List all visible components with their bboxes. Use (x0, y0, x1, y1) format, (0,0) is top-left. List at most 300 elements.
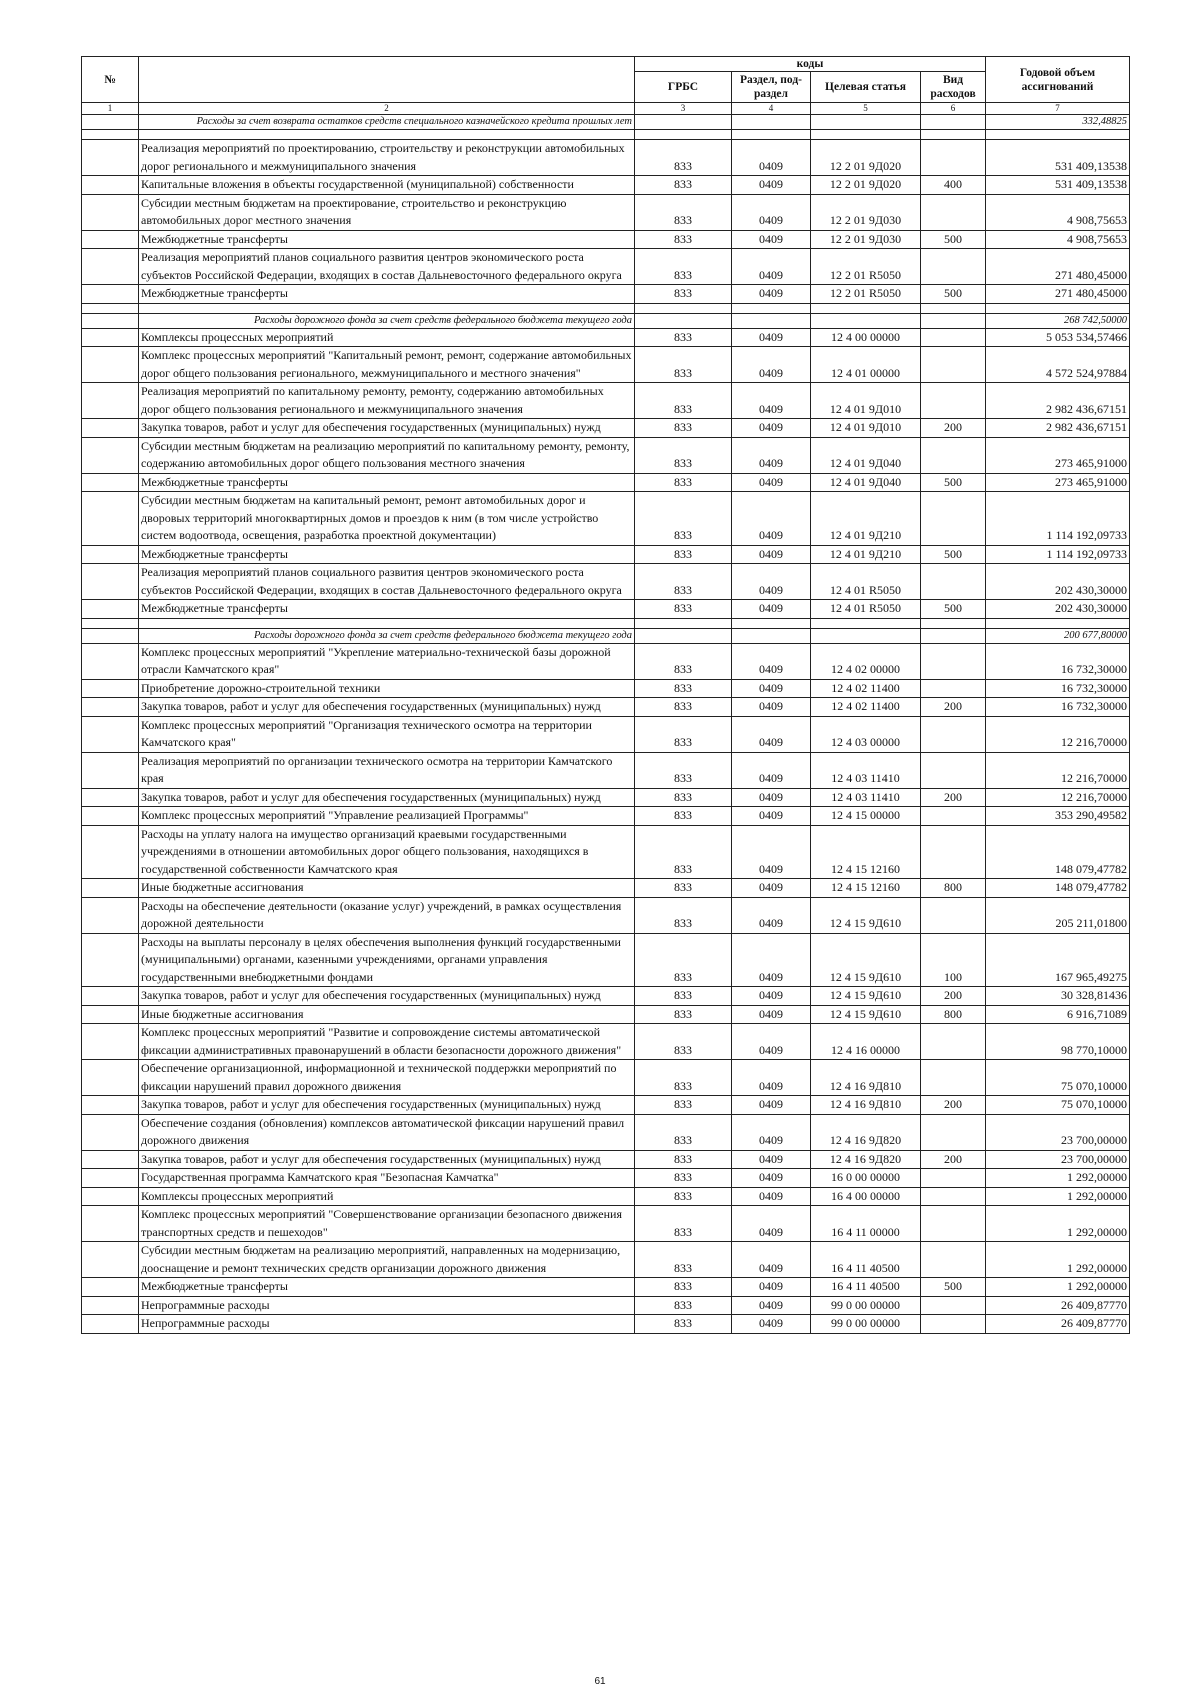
cell-grbs: 833 (635, 1096, 732, 1115)
cell-sum: 1 292,00000 (986, 1169, 1130, 1188)
cell-sum: 75 070,10000 (986, 1096, 1130, 1115)
cell-grbs: 833 (635, 1150, 732, 1169)
cell-expense-type (921, 679, 986, 698)
cell-grbs: 833 (635, 230, 732, 249)
table-row (82, 140, 1130, 176)
cell-grbs: 833 (635, 545, 732, 564)
cell-grbs: 833 (635, 933, 732, 987)
cell-grbs: 833 (635, 383, 732, 419)
cell-description: Закупка товаров, работ и услуг для обеспечения государственных (муниципальных) нужд (139, 987, 635, 1006)
cell-sum: 26 409,87770 (986, 1296, 1130, 1315)
cell-target: 12 4 01 00000 (811, 347, 921, 383)
cell-target: 12 4 01 R5050 (811, 564, 921, 600)
cell-section: 0409 (732, 230, 811, 249)
cell-num (82, 140, 139, 176)
cell-expense-type (921, 618, 986, 628)
cell-description: Непрограммные расходы (139, 1315, 635, 1334)
cell-sum: 12 216,70000 (986, 788, 1130, 807)
cell-target: 12 2 01 R5050 (811, 285, 921, 304)
table-row (82, 564, 1130, 600)
cell-grbs: 833 (635, 140, 732, 176)
cell-expense-type: 200 (921, 698, 986, 717)
cell-description: Закупка товаров, работ и услуг для обеспечения государственных (муниципальных) нужд (139, 419, 635, 438)
cell-expense-type (921, 1296, 986, 1315)
cell-expense-type: 800 (921, 1005, 986, 1024)
cell-section: 0409 (732, 1206, 811, 1242)
header-index: 4 (732, 103, 811, 115)
cell-grbs: 833 (635, 698, 732, 717)
cell-description: Расходы за счет возврата остатков средств специального казначейского кредита прошлых лет (139, 115, 635, 130)
cell-description: Реализация мероприятий планов социального развития центров экономического роста субъектов Российской Федерации, входящих в состав Дальневосточного федерального округа (139, 564, 635, 600)
cell-description: Комплекс процессных мероприятий "Укрепление материально-технической базы дорожной отрасли Камчатского края" (139, 643, 635, 679)
cell-num (82, 807, 139, 826)
cell-grbs: 833 (635, 564, 732, 600)
table-row (82, 643, 1130, 679)
cell-description: Комплекс процессных мероприятий "Капитальный ремонт, ремонт, содержание автомобильных дорог общего пользования регионального, межмуниципального и местного значения" (139, 347, 635, 383)
header-index: 2 (139, 103, 635, 115)
cell-sum: 1 292,00000 (986, 1242, 1130, 1278)
cell-expense-type (921, 1242, 986, 1278)
cell-target: 12 4 16 00000 (811, 1024, 921, 1060)
cell-num (82, 249, 139, 285)
cell-sum: 167 965,49275 (986, 933, 1130, 987)
cell-section: 0409 (732, 1278, 811, 1297)
cell-target (811, 618, 921, 628)
cell-grbs (635, 130, 732, 140)
cell-num (82, 643, 139, 679)
cell-expense-type (921, 628, 986, 643)
cell-section: 0409 (732, 807, 811, 826)
cell-expense-type (921, 383, 986, 419)
cell-description: Межбюджетные трансферты (139, 230, 635, 249)
cell-expense-type (921, 1187, 986, 1206)
cell-sum: 4 572 524,97884 (986, 347, 1130, 383)
table-row (82, 788, 1130, 807)
cell-description: Иные бюджетные ассигнования (139, 879, 635, 898)
table-row (82, 176, 1130, 195)
cell-section (732, 628, 811, 643)
cell-description: Обеспечение организационной, информационной и технической поддержки мероприятий по фиксации нарушений правил дорожного движения (139, 1060, 635, 1096)
cell-grbs: 833 (635, 419, 732, 438)
cell-grbs (635, 115, 732, 130)
cell-target: 12 4 15 12160 (811, 825, 921, 879)
cell-expense-type (921, 1206, 986, 1242)
cell-sum: 6 916,71089 (986, 1005, 1130, 1024)
cell-target: 12 4 01 9Д010 (811, 383, 921, 419)
cell-section: 0409 (732, 679, 811, 698)
cell-target: 16 4 11 40500 (811, 1278, 921, 1297)
cell-grbs: 833 (635, 716, 732, 752)
cell-target: 12 2 01 9Д030 (811, 194, 921, 230)
cell-description: Государственная программа Камчатского края "Безопасная Камчатка" (139, 1169, 635, 1188)
cell-section: 0409 (732, 328, 811, 347)
cell-description: Расходы на уплату налога на имущество организаций краевыми государственными учреждениями в отношении автомобильных дорог общего пользования, находящихся в государственной собственности Камчатского края (139, 825, 635, 879)
subtotal-row (82, 115, 1130, 130)
cell-description: Реализация мероприятий планов социального развития центров экономического роста субъектов Российской Федерации, входящих в состав Дальневосточного федерального округа (139, 249, 635, 285)
table-row (82, 752, 1130, 788)
cell-expense-type (921, 249, 986, 285)
cell-target (811, 628, 921, 643)
cell-sum: 200 677,80000 (986, 628, 1130, 643)
cell-target: 12 4 01 9Д210 (811, 492, 921, 546)
table-row (82, 933, 1130, 987)
cell-description: Межбюджетные трансферты (139, 600, 635, 619)
blank-row (82, 130, 1130, 140)
cell-grbs: 833 (635, 492, 732, 546)
cell-sum: 1 114 192,09733 (986, 492, 1130, 546)
cell-grbs: 833 (635, 1187, 732, 1206)
table-row (82, 1150, 1130, 1169)
cell-sum: 16 732,30000 (986, 698, 1130, 717)
header-num: № (82, 57, 139, 103)
cell-description: Межбюджетные трансферты (139, 285, 635, 304)
cell-num (82, 1150, 139, 1169)
table-row (82, 1187, 1130, 1206)
header-index: 3 (635, 103, 732, 115)
cell-grbs: 833 (635, 1114, 732, 1150)
header-expense-type: Вид расходов (921, 72, 986, 103)
cell-target (811, 303, 921, 313)
table-row (82, 437, 1130, 473)
cell-num (82, 564, 139, 600)
cell-target: 12 4 01 9Д210 (811, 545, 921, 564)
cell-num (82, 1315, 139, 1334)
cell-section: 0409 (732, 285, 811, 304)
cell-expense-type (921, 752, 986, 788)
cell-section: 0409 (732, 897, 811, 933)
cell-target: 12 4 02 11400 (811, 698, 921, 717)
table-row (82, 987, 1130, 1006)
cell-sum: 1 114 192,09733 (986, 545, 1130, 564)
cell-expense-type: 800 (921, 879, 986, 898)
cell-section: 0409 (732, 1169, 811, 1188)
cell-expense-type (921, 1169, 986, 1188)
cell-sum: 271 480,45000 (986, 285, 1130, 304)
cell-num (82, 1060, 139, 1096)
table-row (82, 1242, 1130, 1278)
cell-section: 0409 (732, 1005, 811, 1024)
cell-expense-type: 500 (921, 285, 986, 304)
cell-grbs: 833 (635, 788, 732, 807)
cell-sum: 271 480,45000 (986, 249, 1130, 285)
cell-expense-type (921, 716, 986, 752)
cell-grbs: 833 (635, 1315, 732, 1334)
cell-num (82, 933, 139, 987)
cell-num (82, 194, 139, 230)
cell-num (82, 328, 139, 347)
cell-num (82, 1114, 139, 1150)
cell-num (82, 1024, 139, 1060)
cell-num (82, 437, 139, 473)
cell-num (82, 285, 139, 304)
cell-expense-type: 500 (921, 545, 986, 564)
cell-grbs: 833 (635, 1206, 732, 1242)
table-row (82, 1114, 1130, 1150)
cell-sum: 16 732,30000 (986, 643, 1130, 679)
cell-num (82, 383, 139, 419)
cell-expense-type (921, 1060, 986, 1096)
cell-description: Закупка товаров, работ и услуг для обеспечения государственных (муниципальных) нужд (139, 788, 635, 807)
cell-target: 12 4 03 11410 (811, 752, 921, 788)
cell-description: Капитальные вложения в объекты государственной (муниципальной) собственности (139, 176, 635, 195)
header-target: Целевая статья (811, 72, 921, 103)
cell-grbs: 833 (635, 328, 732, 347)
table-row (82, 383, 1130, 419)
cell-sum: 1 292,00000 (986, 1187, 1130, 1206)
table-body (82, 115, 1130, 1334)
cell-expense-type (921, 140, 986, 176)
table-row (82, 419, 1130, 438)
cell-target (811, 313, 921, 328)
cell-description: Комплекс процессных мероприятий "Организация технического осмотра на территории Камчатского края" (139, 716, 635, 752)
subtotal-row (82, 628, 1130, 643)
cell-expense-type: 500 (921, 230, 986, 249)
header-index: 1 (82, 103, 139, 115)
cell-target: 16 0 00 00000 (811, 1169, 921, 1188)
cell-description: Субсидии местным бюджетам на реализацию мероприятий, направленных на модернизацию, дооснащение и ремонт технических средств организации дорожного движения (139, 1242, 635, 1278)
cell-target: 12 4 02 00000 (811, 643, 921, 679)
header-codes: коды (635, 57, 986, 72)
cell-num (82, 1187, 139, 1206)
cell-expense-type (921, 194, 986, 230)
cell-description: Иные бюджетные ассигнования (139, 1005, 635, 1024)
cell-description (139, 618, 635, 628)
cell-section: 0409 (732, 176, 811, 195)
cell-description: Комплекс процессных мероприятий "Развитие и сопровождение системы автоматической фиксации административных правонарушений в области безопасности дорожного движения" (139, 1024, 635, 1060)
header-index: 5 (811, 103, 921, 115)
cell-section: 0409 (732, 752, 811, 788)
table-row (82, 1169, 1130, 1188)
page-number: 61 (594, 1676, 606, 1687)
cell-expense-type (921, 328, 986, 347)
cell-target: 12 4 15 9Д610 (811, 1005, 921, 1024)
budget-table (81, 56, 1130, 1334)
cell-target: 12 2 01 9Д020 (811, 176, 921, 195)
cell-num (82, 419, 139, 438)
cell-sum: 23 700,00000 (986, 1114, 1130, 1150)
cell-grbs: 833 (635, 249, 732, 285)
header-index: 6 (921, 103, 986, 115)
cell-target: 12 4 16 9Д810 (811, 1096, 921, 1115)
cell-grbs (635, 618, 732, 628)
cell-target: 12 4 16 9Д810 (811, 1060, 921, 1096)
cell-description: Комплексы процессных мероприятий (139, 1187, 635, 1206)
table-row (82, 879, 1130, 898)
subtotal-row (82, 313, 1130, 328)
cell-sum: 2 982 436,67151 (986, 419, 1130, 438)
cell-expense-type: 200 (921, 1096, 986, 1115)
table-row (82, 1005, 1130, 1024)
cell-sum: 148 079,47782 (986, 879, 1130, 898)
cell-expense-type: 400 (921, 176, 986, 195)
cell-description: Комплекс процессных мероприятий "Управление реализацией Программы" (139, 807, 635, 826)
cell-num (82, 879, 139, 898)
cell-num (82, 545, 139, 564)
cell-grbs: 833 (635, 600, 732, 619)
cell-sum: 12 216,70000 (986, 752, 1130, 788)
cell-description: Расходы на выплаты персоналу в целях обеспечения выполнения функций государственными (муниципальными) органами, казенными учреждениями, органами управления государственными внебюджетными фондами (139, 933, 635, 987)
cell-section (732, 303, 811, 313)
cell-grbs: 833 (635, 473, 732, 492)
cell-target: 12 4 01 9Д040 (811, 437, 921, 473)
cell-sum: 4 908,75653 (986, 230, 1130, 249)
table-row (82, 492, 1130, 546)
cell-section: 0409 (732, 347, 811, 383)
table-row (82, 347, 1130, 383)
cell-section: 0409 (732, 1096, 811, 1115)
cell-grbs: 833 (635, 1024, 732, 1060)
cell-target: 12 2 01 9Д030 (811, 230, 921, 249)
cell-section: 0409 (732, 933, 811, 987)
cell-sum: 531 409,13538 (986, 140, 1130, 176)
cell-sum: 23 700,00000 (986, 1150, 1130, 1169)
cell-section: 0409 (732, 788, 811, 807)
cell-expense-type (921, 1114, 986, 1150)
cell-section: 0409 (732, 825, 811, 879)
cell-section (732, 618, 811, 628)
cell-num (82, 679, 139, 698)
cell-expense-type (921, 564, 986, 600)
cell-expense-type (921, 643, 986, 679)
cell-description: Закупка товаров, работ и услуг для обеспечения государственных (муниципальных) нужд (139, 1096, 635, 1115)
cell-target: 12 4 15 9Д610 (811, 897, 921, 933)
table-row (82, 1024, 1130, 1060)
cell-grbs: 833 (635, 1005, 732, 1024)
cell-target: 12 4 01 R5050 (811, 600, 921, 619)
header-index: 7 (986, 103, 1130, 115)
cell-sum: 26 409,87770 (986, 1315, 1130, 1334)
cell-target: 12 4 01 9Д040 (811, 473, 921, 492)
cell-description: Межбюджетные трансферты (139, 545, 635, 564)
cell-num (82, 130, 139, 140)
cell-num (82, 628, 139, 643)
cell-sum: 332,48825 (986, 115, 1130, 130)
cell-sum: 148 079,47782 (986, 825, 1130, 879)
cell-expense-type (921, 115, 986, 130)
cell-target: 12 4 15 00000 (811, 807, 921, 826)
cell-num (82, 1206, 139, 1242)
cell-expense-type (921, 492, 986, 546)
cell-num (82, 698, 139, 717)
cell-num (82, 473, 139, 492)
cell-section: 0409 (732, 1315, 811, 1334)
cell-section: 0409 (732, 716, 811, 752)
cell-section: 0409 (732, 879, 811, 898)
cell-description: Комплексы процессных мероприятий (139, 328, 635, 347)
header-grbs: ГРБС (635, 72, 732, 103)
cell-grbs: 833 (635, 879, 732, 898)
cell-grbs: 833 (635, 437, 732, 473)
cell-expense-type: 100 (921, 933, 986, 987)
cell-grbs: 833 (635, 1242, 732, 1278)
cell-num (82, 1242, 139, 1278)
table-row (82, 194, 1130, 230)
cell-grbs: 833 (635, 643, 732, 679)
table-row (82, 1096, 1130, 1115)
table-row (82, 807, 1130, 826)
cell-section: 0409 (732, 564, 811, 600)
cell-description: Субсидии местным бюджетам на капитальный ремонт, ремонт автомобильных дорог и дворовых территорий многоквартирных домов и проездов к ним (в том числе устройство систем водоотвода, освещения, разработка проектной документации) (139, 492, 635, 546)
table-row (82, 825, 1130, 879)
cell-target: 12 4 03 11410 (811, 788, 921, 807)
table-row (82, 1060, 1130, 1096)
cell-description: Закупка товаров, работ и услуг для обеспечения государственных (муниципальных) нужд (139, 698, 635, 717)
cell-grbs (635, 303, 732, 313)
cell-section: 0409 (732, 249, 811, 285)
cell-description: Расходы дорожного фонда за счет средств федерального бюджета текущего года (139, 313, 635, 328)
cell-num (82, 347, 139, 383)
cell-section: 0409 (732, 419, 811, 438)
table-row (82, 897, 1130, 933)
table-row (82, 545, 1130, 564)
table-row (82, 679, 1130, 698)
table-row (82, 230, 1130, 249)
cell-section: 0409 (732, 600, 811, 619)
table-row (82, 473, 1130, 492)
cell-expense-type: 500 (921, 600, 986, 619)
cell-expense-type (921, 303, 986, 313)
cell-description: Комплекс процессных мероприятий "Совершенствование организации безопасного движения транспортных средств и пешеходов" (139, 1206, 635, 1242)
table-header (82, 57, 1130, 115)
cell-expense-type (921, 825, 986, 879)
table-row (82, 1206, 1130, 1242)
cell-sum: 205 211,01800 (986, 897, 1130, 933)
cell-grbs: 833 (635, 176, 732, 195)
cell-sum: 353 290,49582 (986, 807, 1130, 826)
cell-target: 12 4 02 11400 (811, 679, 921, 698)
cell-target: 12 4 15 9Д610 (811, 987, 921, 1006)
cell-expense-type (921, 807, 986, 826)
cell-sum: 16 732,30000 (986, 679, 1130, 698)
header-annual: Годовой объем ассигнований (986, 57, 1130, 103)
cell-description: Реализация мероприятий по проектированию, строительству и реконструкции автомобильных дорог регионального и межмуниципального значения (139, 140, 635, 176)
cell-num (82, 618, 139, 628)
cell-target: 12 4 15 12160 (811, 879, 921, 898)
cell-grbs: 833 (635, 1296, 732, 1315)
cell-expense-type (921, 1315, 986, 1334)
cell-target: 16 4 11 40500 (811, 1242, 921, 1278)
cell-target: 12 4 01 9Д010 (811, 419, 921, 438)
cell-description: Межбюджетные трансферты (139, 1278, 635, 1297)
cell-grbs (635, 313, 732, 328)
cell-section: 0409 (732, 987, 811, 1006)
cell-description: Расходы дорожного фонда за счет средств федерального бюджета текущего года (139, 628, 635, 643)
cell-section: 0409 (732, 492, 811, 546)
header-description (139, 57, 635, 103)
cell-section: 0409 (732, 1187, 811, 1206)
cell-section: 0409 (732, 698, 811, 717)
cell-description: Закупка товаров, работ и услуг для обеспечения государственных (муниципальных) нужд (139, 1150, 635, 1169)
cell-target: 12 4 16 9Д820 (811, 1114, 921, 1150)
cell-expense-type: 200 (921, 987, 986, 1006)
cell-sum: 531 409,13538 (986, 176, 1130, 195)
cell-num (82, 752, 139, 788)
cell-expense-type (921, 313, 986, 328)
cell-sum: 202 430,30000 (986, 564, 1130, 600)
cell-grbs: 833 (635, 1169, 732, 1188)
cell-grbs: 833 (635, 285, 732, 304)
cell-sum: 202 430,30000 (986, 600, 1130, 619)
cell-expense-type: 500 (921, 473, 986, 492)
cell-grbs (635, 628, 732, 643)
cell-description (139, 130, 635, 140)
cell-description: Реализация мероприятий по организации технического осмотра на территории Камчатского края (139, 752, 635, 788)
cell-target: 12 4 03 00000 (811, 716, 921, 752)
blank-row (82, 303, 1130, 313)
cell-target: 12 4 15 9Д610 (811, 933, 921, 987)
cell-grbs: 833 (635, 1060, 732, 1096)
cell-expense-type: 500 (921, 1278, 986, 1297)
